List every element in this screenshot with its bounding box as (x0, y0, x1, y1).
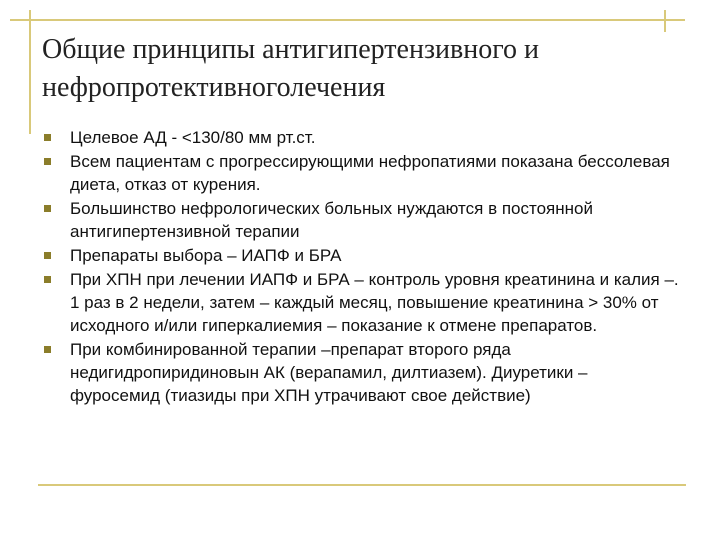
square-bullet-icon (44, 276, 51, 283)
square-bullet-icon (44, 346, 51, 353)
bullet-item (42, 268, 682, 337)
square-bullet-icon (44, 158, 51, 165)
bullet-item (42, 126, 682, 149)
decorative-corner-line (664, 10, 666, 32)
slide-title-line-1: Общие принципы антигипертензивного и (42, 34, 539, 65)
decorative-top-line (10, 19, 685, 21)
bullet-text: Большинство нефрологических больных нуждаются в постоянной антигипертензивной терапии (70, 199, 593, 241)
bullet-item (42, 197, 682, 243)
bullet-text: Целевое АД - <130/80 мм рт.ст. (70, 128, 316, 147)
bullet-text: Препараты выбора – ИАПФ и БРА (70, 246, 342, 265)
square-bullet-icon (44, 252, 51, 259)
square-bullet-icon (44, 134, 51, 141)
decorative-bottom-line (38, 484, 686, 486)
decorative-vertical-line (29, 10, 31, 134)
slide-title-line-2: нефропротективноголечения (42, 72, 386, 103)
bullet-text: Всем пациентам с прогрессирующими нефропатиями показана бессолевая диета, отказ от курения. (70, 152, 670, 194)
square-bullet-icon (44, 205, 51, 212)
bullet-item (42, 244, 682, 267)
bullet-list (42, 126, 682, 407)
bullet-item (42, 338, 682, 407)
bullet-text: При комбинированной терапии –препарат второго ряда недигидропиридиновын АК (верапамил, дилтиазем). Диуретики – фуросемид (тиазиды при ХПН утрачивают свое действие) (70, 340, 588, 405)
bullet-item (42, 150, 682, 196)
bullet-text: При ХПН при лечении ИАПФ и БРА – контроль уровня креатинина и калия –. 1 раз в 2 недели, затем – каждый месяц, повышение креатинина > 30% от исходного и/или гиперкалиемия – показание к отмене препаратов. (70, 270, 679, 335)
slide-title (42, 31, 692, 107)
